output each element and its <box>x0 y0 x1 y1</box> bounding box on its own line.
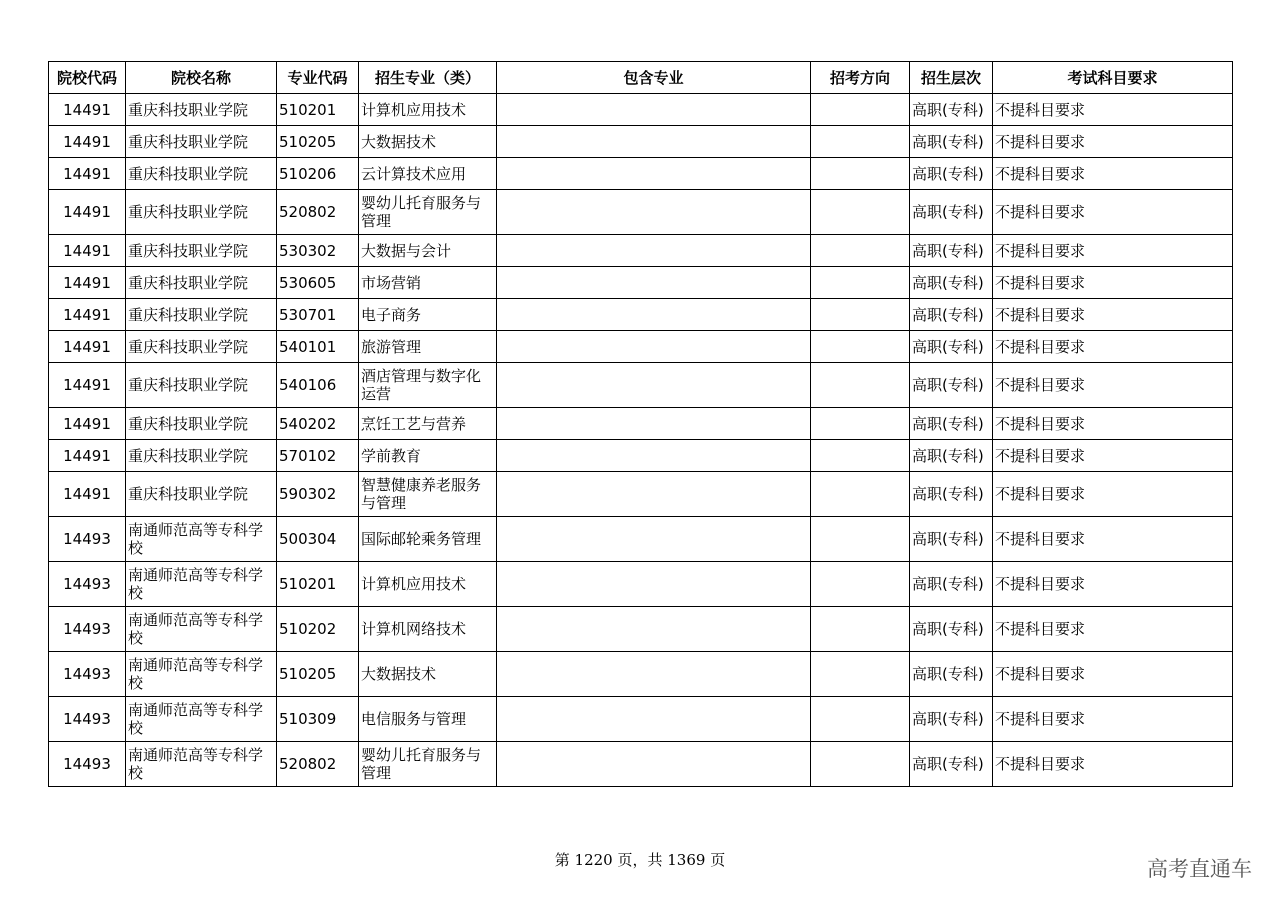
cell-includes <box>497 472 811 517</box>
cell-school-code: 14493 <box>49 607 126 652</box>
cell-school-name: 重庆科技职业学院 <box>126 267 277 299</box>
cell-school-code: 14493 <box>49 562 126 607</box>
cell-major: 烹饪工艺与营养 <box>359 408 497 440</box>
cell-includes <box>497 158 811 190</box>
cell-major: 计算机应用技术 <box>359 562 497 607</box>
cell-school-name: 重庆科技职业学院 <box>126 190 277 235</box>
cell-includes <box>497 517 811 562</box>
table-row <box>49 652 1233 697</box>
cell-major-code: 510205 <box>277 652 359 697</box>
cell-level: 高职(专科) <box>910 408 993 440</box>
cell-includes <box>497 652 811 697</box>
table-row <box>49 299 1233 331</box>
cell-school-code: 14491 <box>49 472 126 517</box>
cell-level: 高职(专科) <box>910 158 993 190</box>
cell-school-name: 重庆科技职业学院 <box>126 472 277 517</box>
table-row <box>49 697 1233 742</box>
cell-requirement: 不提科目要求 <box>993 331 1233 363</box>
cell-level: 高职(专科) <box>910 742 993 787</box>
header-includes: 包含专业 <box>497 62 811 94</box>
cell-school-code: 14491 <box>49 94 126 126</box>
cell-major: 国际邮轮乘务管理 <box>359 517 497 562</box>
cell-includes <box>497 607 811 652</box>
cell-direction <box>811 697 910 742</box>
cell-school-code: 14491 <box>49 126 126 158</box>
cell-school-name: 南通师范高等专科学校 <box>126 742 277 787</box>
cell-direction <box>811 94 910 126</box>
cell-includes <box>497 126 811 158</box>
cell-school-code: 14493 <box>49 652 126 697</box>
cell-direction <box>811 190 910 235</box>
cell-includes <box>497 697 811 742</box>
table-row <box>49 408 1233 440</box>
cell-school-code: 14491 <box>49 235 126 267</box>
cell-school-name: 南通师范高等专科学校 <box>126 697 277 742</box>
cell-major: 大数据技术 <box>359 652 497 697</box>
cell-requirement: 不提科目要求 <box>993 517 1233 562</box>
cell-level: 高职(专科) <box>910 363 993 408</box>
cell-level: 高职(专科) <box>910 331 993 363</box>
cell-major-code: 530605 <box>277 267 359 299</box>
cell-level: 高职(专科) <box>910 126 993 158</box>
cell-direction <box>811 331 910 363</box>
cell-requirement: 不提科目要求 <box>993 607 1233 652</box>
cell-school-name: 重庆科技职业学院 <box>126 408 277 440</box>
cell-direction <box>811 440 910 472</box>
cell-school-code: 14491 <box>49 331 126 363</box>
cell-school-name: 重庆科技职业学院 <box>126 363 277 408</box>
cell-requirement: 不提科目要求 <box>993 94 1233 126</box>
cell-includes <box>497 742 811 787</box>
cell-requirement: 不提科目要求 <box>993 363 1233 408</box>
cell-major: 大数据技术 <box>359 126 497 158</box>
cell-school-code: 14493 <box>49 517 126 562</box>
cell-direction <box>811 235 910 267</box>
cell-includes <box>497 94 811 126</box>
table-row <box>49 267 1233 299</box>
cell-direction <box>811 517 910 562</box>
cell-requirement: 不提科目要求 <box>993 472 1233 517</box>
header-requirement: 考试科目要求 <box>993 62 1233 94</box>
page-number: 第 1220 页，共 1369 页 <box>554 851 726 869</box>
cell-requirement: 不提科目要求 <box>993 742 1233 787</box>
cell-includes <box>497 408 811 440</box>
cell-major: 智慧健康养老服务与管理 <box>359 472 497 517</box>
table-row <box>49 331 1233 363</box>
cell-major-code: 510205 <box>277 126 359 158</box>
table-row <box>49 158 1233 190</box>
cell-includes <box>497 299 811 331</box>
cell-school-name: 南通师范高等专科学校 <box>126 607 277 652</box>
cell-level: 高职(专科) <box>910 94 993 126</box>
table-row <box>49 440 1233 472</box>
cell-major-code: 540101 <box>277 331 359 363</box>
cell-major: 大数据与会计 <box>359 235 497 267</box>
header-major: 招生专业（类） <box>359 62 497 94</box>
cell-major: 电信服务与管理 <box>359 697 497 742</box>
header-direction: 招考方向 <box>811 62 910 94</box>
header-school-code: 院校代码 <box>49 62 126 94</box>
cell-requirement: 不提科目要求 <box>993 267 1233 299</box>
cell-requirement: 不提科目要求 <box>993 697 1233 742</box>
cell-school-name: 重庆科技职业学院 <box>126 331 277 363</box>
table-row <box>49 742 1233 787</box>
cell-level: 高职(专科) <box>910 299 993 331</box>
cell-direction <box>811 363 910 408</box>
watermark-logo: 高考直通车 <box>1147 857 1252 881</box>
cell-school-code: 14493 <box>49 742 126 787</box>
cell-major-code: 500304 <box>277 517 359 562</box>
table-row <box>49 363 1233 408</box>
cell-requirement: 不提科目要求 <box>993 562 1233 607</box>
table-row <box>49 94 1233 126</box>
cell-includes <box>497 190 811 235</box>
cell-major-code: 510206 <box>277 158 359 190</box>
cell-includes <box>497 440 811 472</box>
cell-school-code: 14491 <box>49 299 126 331</box>
cell-school-name: 重庆科技职业学院 <box>126 126 277 158</box>
cell-school-name: 重庆科技职业学院 <box>126 94 277 126</box>
cell-requirement: 不提科目要求 <box>993 299 1233 331</box>
cell-level: 高职(专科) <box>910 267 993 299</box>
cell-level: 高职(专科) <box>910 440 993 472</box>
cell-major-code: 590302 <box>277 472 359 517</box>
cell-major-code: 510309 <box>277 697 359 742</box>
cell-direction <box>811 562 910 607</box>
cell-level: 高职(专科) <box>910 235 993 267</box>
cell-level: 高职(专科) <box>910 190 993 235</box>
cell-direction <box>811 472 910 517</box>
header-school-name: 院校名称 <box>126 62 277 94</box>
cell-level: 高职(专科) <box>910 517 993 562</box>
cell-major: 计算机网络技术 <box>359 607 497 652</box>
cell-includes <box>497 267 811 299</box>
cell-major-code: 570102 <box>277 440 359 472</box>
cell-major: 学前教育 <box>359 440 497 472</box>
cell-level: 高职(专科) <box>910 472 993 517</box>
cell-school-name: 重庆科技职业学院 <box>126 299 277 331</box>
table-row <box>49 517 1233 562</box>
cell-direction <box>811 652 910 697</box>
cell-requirement: 不提科目要求 <box>993 158 1233 190</box>
header-major-code: 专业代码 <box>277 62 359 94</box>
cell-school-code: 14491 <box>49 408 126 440</box>
table-row <box>49 126 1233 158</box>
cell-major-code: 530701 <box>277 299 359 331</box>
table-row <box>49 190 1233 235</box>
cell-direction <box>811 158 910 190</box>
cell-direction <box>811 126 910 158</box>
cell-direction <box>811 299 910 331</box>
cell-major-code: 510201 <box>277 94 359 126</box>
cell-level: 高职(专科) <box>910 562 993 607</box>
cell-requirement: 不提科目要求 <box>993 440 1233 472</box>
header-level: 招生层次 <box>910 62 993 94</box>
cell-major: 婴幼儿托育服务与管理 <box>359 742 497 787</box>
enrollment-table <box>48 61 1233 787</box>
cell-includes <box>497 331 811 363</box>
table-row <box>49 607 1233 652</box>
cell-includes <box>497 235 811 267</box>
table-row <box>49 472 1233 517</box>
cell-major-code: 540202 <box>277 408 359 440</box>
cell-direction <box>811 267 910 299</box>
cell-level: 高职(专科) <box>910 607 993 652</box>
cell-major-code: 510202 <box>277 607 359 652</box>
cell-includes <box>497 562 811 607</box>
cell-major-code: 510201 <box>277 562 359 607</box>
cell-major: 酒店管理与数字化运营 <box>359 363 497 408</box>
cell-requirement: 不提科目要求 <box>993 190 1233 235</box>
cell-school-code: 14491 <box>49 267 126 299</box>
cell-school-code: 14491 <box>49 158 126 190</box>
cell-level: 高职(专科) <box>910 652 993 697</box>
cell-major-code: 540106 <box>277 363 359 408</box>
cell-major-code: 520802 <box>277 742 359 787</box>
cell-school-code: 14491 <box>49 440 126 472</box>
cell-school-code: 14493 <box>49 697 126 742</box>
cell-direction <box>811 742 910 787</box>
cell-school-name: 重庆科技职业学院 <box>126 158 277 190</box>
cell-direction <box>811 607 910 652</box>
cell-major: 旅游管理 <box>359 331 497 363</box>
cell-school-name: 重庆科技职业学院 <box>126 440 277 472</box>
cell-school-code: 14491 <box>49 363 126 408</box>
table-row <box>49 562 1233 607</box>
cell-includes <box>497 363 811 408</box>
cell-major: 计算机应用技术 <box>359 94 497 126</box>
cell-requirement: 不提科目要求 <box>993 652 1233 697</box>
cell-major: 电子商务 <box>359 299 497 331</box>
cell-major: 婴幼儿托育服务与管理 <box>359 190 497 235</box>
cell-requirement: 不提科目要求 <box>993 408 1233 440</box>
cell-level: 高职(专科) <box>910 697 993 742</box>
cell-major: 云计算技术应用 <box>359 158 497 190</box>
cell-school-name: 南通师范高等专科学校 <box>126 517 277 562</box>
cell-direction <box>811 408 910 440</box>
cell-school-name: 南通师范高等专科学校 <box>126 562 277 607</box>
cell-requirement: 不提科目要求 <box>993 126 1233 158</box>
cell-major-code: 520802 <box>277 190 359 235</box>
cell-major-code: 530302 <box>277 235 359 267</box>
cell-school-name: 重庆科技职业学院 <box>126 235 277 267</box>
table-row <box>49 235 1233 267</box>
cell-major: 市场营销 <box>359 267 497 299</box>
cell-school-name: 南通师范高等专科学校 <box>126 652 277 697</box>
cell-requirement: 不提科目要求 <box>993 235 1233 267</box>
cell-school-code: 14491 <box>49 190 126 235</box>
header-row <box>49 62 1233 94</box>
